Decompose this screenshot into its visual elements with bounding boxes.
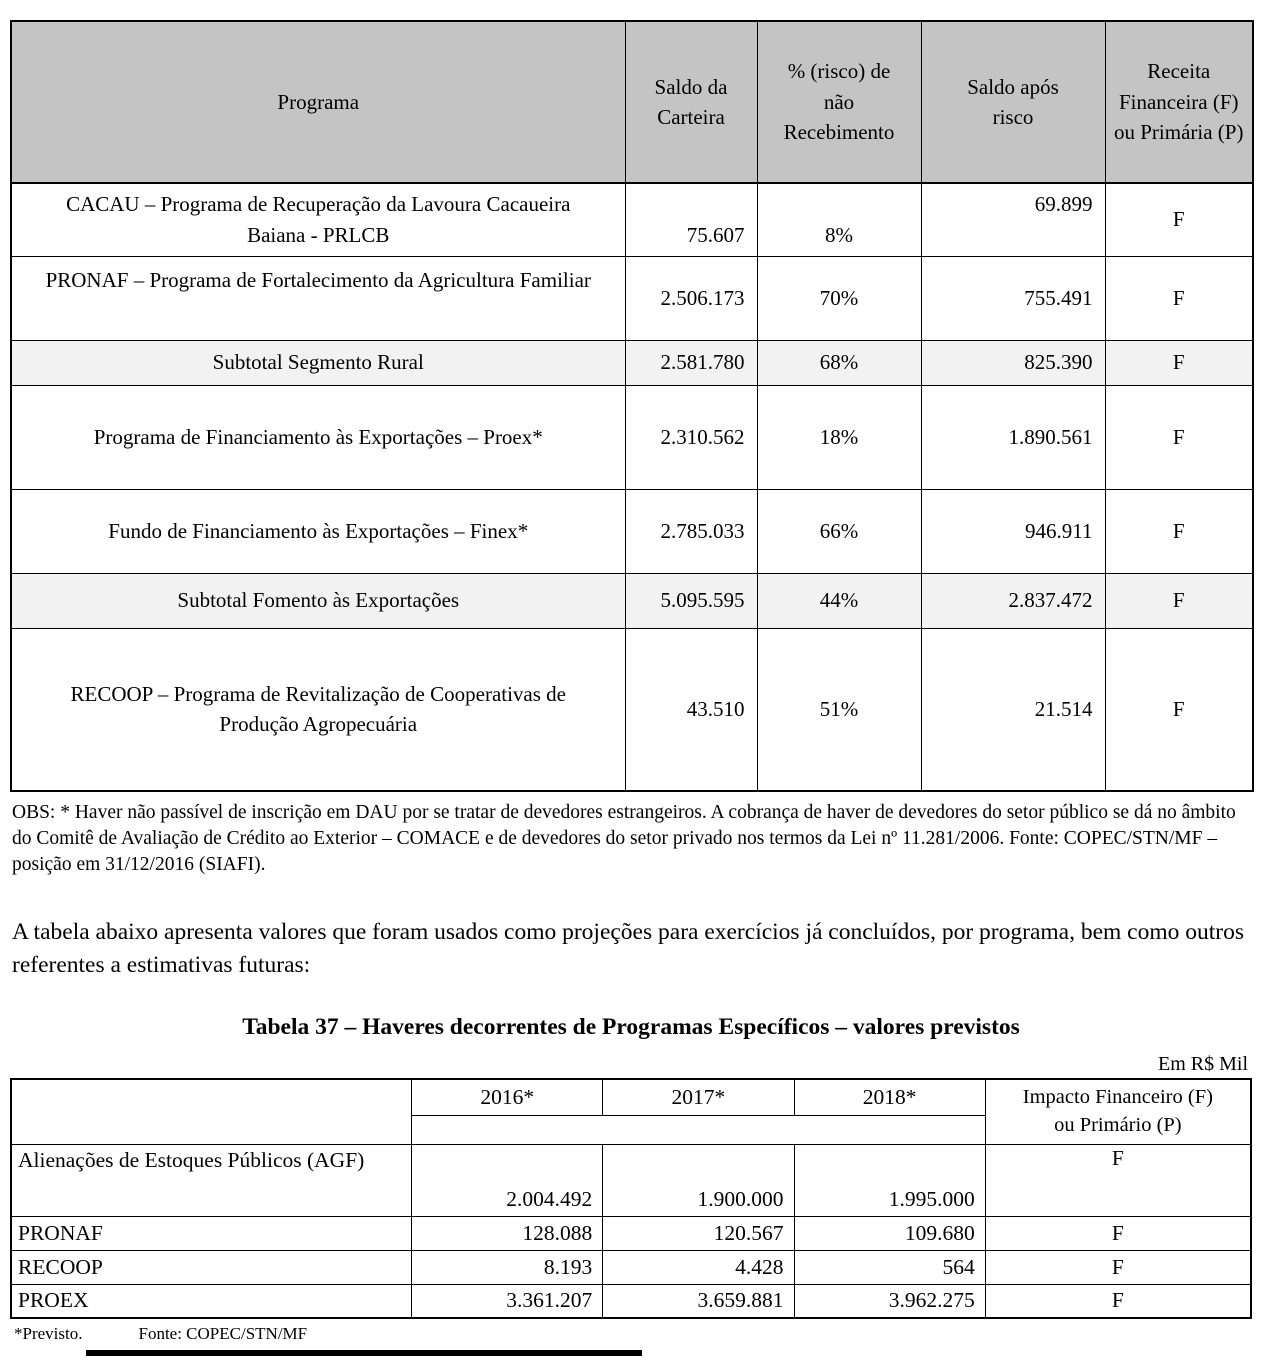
cell-2016: 128.088 [412,1216,603,1250]
cell-2018: 1.995.000 [794,1144,985,1216]
cell-impacto: F [985,1216,1251,1250]
fonte-note: Fonte: COPEC/STN/MF [138,1324,308,1344]
row-agf [11,1144,1251,1216]
header-2017: 2017* [603,1079,794,1116]
cell-saldo-apos-risco: 946.911 [921,489,1105,573]
cell-saldo-apos-risco: 1.890.561 [921,385,1105,489]
cell-saldo-apos-risco: 2.837.472 [921,573,1105,628]
subtotal-row-segmento-rural [11,340,1253,385]
cell-saldo-apos-risco: 69.899 [921,183,1105,256]
unit-label: Em R$ Mil [1157,1052,1248,1075]
header-spacer-cell [412,1115,986,1144]
cell-programa: Subtotal Segmento Rural [11,340,625,385]
cell-2016: 8.193 [412,1250,603,1284]
cell-2017: 120.567 [603,1216,794,1250]
cell-name: PRONAF [11,1216,412,1250]
cell-receita: F [1105,628,1253,791]
table-row-proex [11,385,1253,489]
corner-cell [11,1079,412,1145]
header-2016: 2016* [412,1079,603,1116]
cell-saldo-apos-risco: 21.514 [921,628,1105,791]
cell-programa: Subtotal Fomento às Exportações [11,573,625,628]
table2-footnote [14,1324,1252,1344]
cell-saldo-apos-risco: 825.390 [921,340,1105,385]
cell-programa: RECOOP – Programa de Revitalização de Cooperativas de Produção Agropecuária [11,628,625,791]
cell-impacto: F [985,1250,1251,1284]
cell-2017: 3.659.881 [603,1284,794,1318]
obs-footnote: OBS: * Haver não passível de inscrição em DAU por se tratar de devedores estrangeiros. A cobrança de haver de devedores do setor público se dá no âmbito do Comitê de Avaliação de Crédito ao Exterior – COMACE e de devedores do setor privado nos termos da Lei nº 11.281/2006. Fonte: COPEC/STN/MF – posição em 31/12/2016 (SIAFI). [12,802,1236,875]
cell-2016: 2.004.492 [412,1144,603,1216]
cell-risco: 70% [757,256,921,340]
cell-risco: 66% [757,489,921,573]
cell-saldo-carteira: 75.607 [625,183,757,256]
table-row-cacau [11,183,1253,256]
risk-table-header-row [11,21,1253,183]
table-row-finex [11,489,1253,573]
cell-risco: 51% [757,628,921,791]
previsto-note: *Previsto. [14,1324,83,1344]
cell-saldo-carteira: 43.510 [625,628,757,791]
cell-name: Alienações de Estoques Públicos (AGF) [11,1144,412,1216]
cell-saldo-apos-risco: 755.491 [921,256,1105,340]
cell-receita: F [1105,385,1253,489]
row-recoop [11,1250,1251,1284]
cell-impacto: F [985,1284,1251,1318]
table2-title: Tabela 37 – Haveres decorrentes de Programas Específicos – valores previstos [242,1013,1020,1040]
row-proex [11,1284,1251,1318]
cell-risco: 68% [757,340,921,385]
cell-saldo-carteira: 2.785.033 [625,489,757,573]
header-impacto: Impacto Financeiro (F) ou Primário (P) [985,1079,1251,1145]
cell-programa: PRONAF – Programa de Fortalecimento da Agricultura Familiar [11,256,625,340]
header-2018: 2018* [794,1079,985,1116]
header-risco-nao-recebimento: % (risco) de não Recebimento [757,21,921,183]
table-row-pronaf [11,256,1253,340]
cell-receita: F [1105,256,1253,340]
cell-saldo-carteira: 2.506.173 [625,256,757,340]
row-pronaf [11,1216,1251,1250]
cell-2018: 109.680 [794,1216,985,1250]
cell-receita: F [1105,489,1253,573]
cell-risco: 8% [757,183,921,256]
cell-saldo-carteira: 5.095.595 [625,573,757,628]
cell-receita: F [1105,340,1253,385]
header-receita-financeira: Receita Financeira (F) ou Primária (P) [1105,21,1253,183]
cell-name: PROEX [11,1284,412,1318]
cell-name: RECOOP [11,1250,412,1284]
forecast-header-row [11,1079,1251,1116]
cell-programa: Programa de Financiamento às Exportações – Proex* [11,385,625,489]
forecast-table [10,1078,1252,1320]
cell-2018: 564 [794,1250,985,1284]
cell-risco: 18% [757,385,921,489]
cell-saldo-carteira: 2.581.780 [625,340,757,385]
subtotal-row-fomento-exportacoes [11,573,1253,628]
header-saldo-apos-risco: Saldo após risco [921,21,1105,183]
header-programa: Programa [11,21,625,183]
cell-programa: Fundo de Financiamento às Exportações – Finex* [11,489,625,573]
intro-paragraph: A tabela abaixo apresenta valores que foram usados como projeções para exercícios já concluídos, por programa, bem como outros referentes a estimativas futuras: [12,918,1245,978]
cell-saldo-carteira: 2.310.562 [625,385,757,489]
cell-2016: 3.361.207 [412,1284,603,1318]
header-saldo-carteira: Saldo da Carteira [625,21,757,183]
cell-2017: 1.900.000 [603,1144,794,1216]
cell-2018: 3.962.275 [794,1284,985,1318]
cell-risco: 44% [757,573,921,628]
cell-2017: 4.428 [603,1250,794,1284]
cell-impacto: F [985,1144,1251,1216]
cell-receita: F [1105,573,1253,628]
cell-programa: CACAU – Programa de Recuperação da Lavoura Cacaueira Baiana - PRLCB [11,183,625,256]
risk-table [10,20,1254,792]
cell-receita: F [1105,183,1253,256]
table-row-recoop [11,628,1253,791]
cutoff-page-element [86,1350,642,1356]
